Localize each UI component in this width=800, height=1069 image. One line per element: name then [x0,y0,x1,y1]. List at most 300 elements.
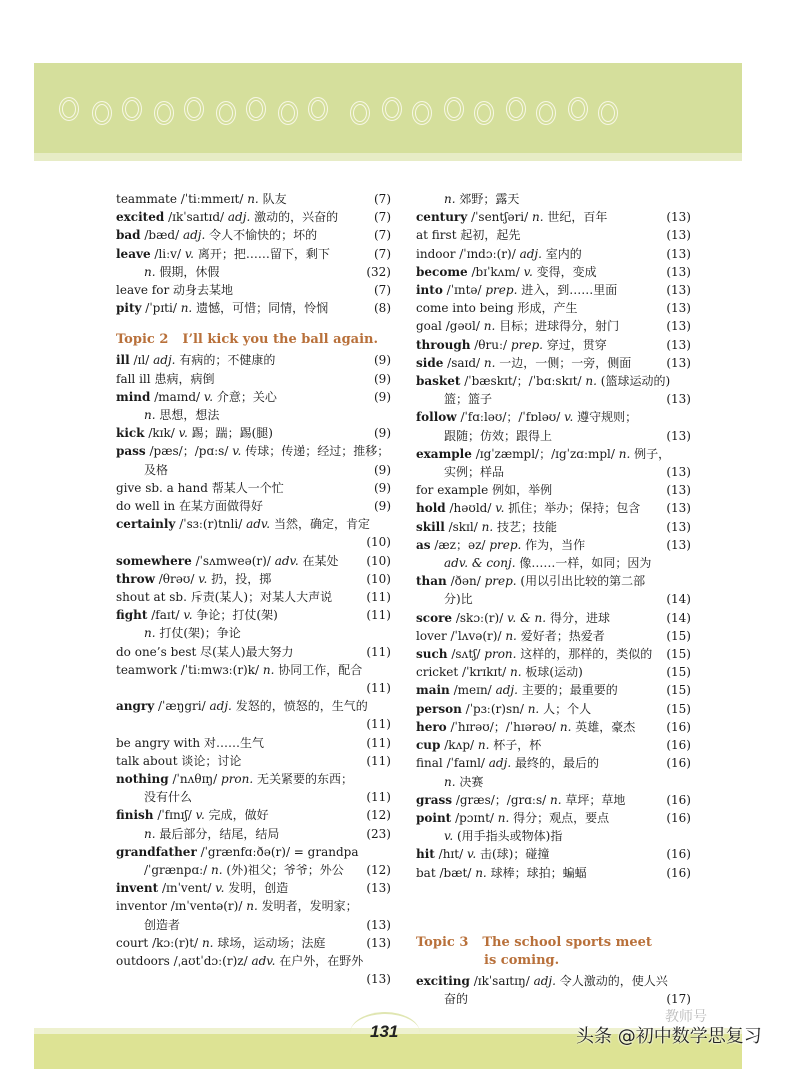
vocab-entry [116,190,391,208]
page-reference: (17) [666,991,691,1006]
page-reference: (9) [374,480,391,495]
page-reference: (10) [366,553,391,568]
phonetic: /kʌp/ [444,738,475,753]
vocab-entry [416,773,691,791]
ring-icon [154,101,174,125]
topic-3-title-line1: The school sports meet [482,934,652,950]
header-band-lip [34,153,742,161]
headword: as [416,537,431,552]
definition: 得分；观点，要点 [513,810,610,825]
definition: 激动的，兴奋的 [254,210,339,225]
definition: 英雄，豪杰 [575,719,636,734]
phonetic: /meɪn/ [453,683,492,698]
headword: indoor [416,246,456,261]
headword: teammate [116,192,177,206]
phonetic: /ˈɪntə/ [446,283,482,298]
definition: 遵守规则； [577,410,638,425]
headword: bad [116,228,141,243]
vocab-entry [116,606,391,624]
vocab-entry [416,336,691,354]
ring-icon [568,97,588,121]
definition: 板球(运动) [525,665,583,680]
headword: invent [116,881,159,896]
headword: hit [416,847,435,862]
page-reference: (16) [666,865,691,880]
definition: 最后部分，结尾，结局 [159,826,280,841]
phonetic: /ˈtiːmwɜː(r)k/ [180,662,260,677]
ring-icon [308,97,328,121]
headword: give sb. a hand [116,480,208,495]
left-column [116,190,391,988]
column-spacer [416,882,691,920]
definition: 对……生气 [203,735,264,750]
vocab-entry [116,406,391,424]
part-of-speech: adj. [488,756,512,771]
phonetic: /ˈbæskɪt/；/ˈbɑːskɪt/ [464,374,582,389]
ring-icon [536,101,556,125]
page-reference: (13) [666,483,691,498]
headword: be angry with [116,735,201,750]
vocab-entry [416,245,691,263]
vocab-entry [416,681,691,699]
topic-2-label: Topic 2 [116,332,169,348]
vocab-entry [116,226,391,244]
phonetic: /ˈɪndɔː(r)/ [459,246,516,261]
vocab-entry [116,351,391,369]
part-of-speech: n. [144,826,156,841]
headword: goal [416,319,442,334]
topic-2-heading [116,331,391,349]
headword: somewhere [116,553,192,568]
definition: 队友 [262,192,287,206]
ring-icon [184,97,204,121]
phonetic: /ɪl/ [133,353,150,368]
ring-icon [382,97,402,121]
headword: come into being [416,301,514,316]
phonetic: /ˈkrɪkɪt/ [462,665,507,680]
vocab-entry [116,734,391,752]
phonetic: /ɪgˈzæmpl/；/ɪgˈzɑːmpl/ [475,446,615,461]
phonetic: /θrəʊ/ [158,571,195,586]
vocab-entry [116,661,391,679]
definition: 发明者，发明家； [261,899,358,914]
page-reference: (13) [666,465,691,480]
vocab-entry [116,388,391,406]
phonetic: /ˈpɪti/ [145,301,177,316]
headword: talk about [116,753,178,768]
vocab-entry [416,499,691,517]
headword: hold [416,501,446,516]
phonetic: /ˈlʌvə(r)/ [450,628,502,643]
part-of-speech: adv. [246,517,271,532]
headword: lover [416,628,447,643]
definition: (用手指头或物体)指 [457,829,563,844]
ring-icon [350,101,370,125]
vocab-entry [116,263,391,281]
page-reference: (14) [666,592,691,607]
watermark: 头条 @初中数学思复习 [576,1026,762,1047]
page-reference: (11) [366,717,391,732]
headword: exciting [416,973,470,988]
page-reference: (11) [366,644,391,659]
vocab-entry [116,370,391,388]
vocab-entry [416,809,691,827]
phonetic: /æz；əz/ [434,537,486,552]
vocab-entry [116,570,391,588]
page-reference: (13) [666,392,691,407]
definition: 穿过，贯穿 [546,337,607,352]
phonetic: /kɪk/ [148,426,175,441]
headword: become [416,264,468,279]
part-of-speech: v. [203,389,214,404]
headword: side [416,355,444,370]
definition: 实例；样品 [444,465,505,480]
vocab-entry [116,479,391,497]
page-reference: (7) [374,283,391,298]
page-reference: (13) [366,881,391,896]
definition: 杯子，杯 [493,738,542,753]
vocab-entry [116,679,391,697]
headword: at first [416,228,457,243]
definition: 介意；关心 [216,389,277,404]
page-reference: (11) [366,608,391,623]
part-of-speech: v. [215,881,225,896]
part-of-speech: adj. [495,683,518,698]
page-reference: (13) [666,428,691,443]
part-of-speech: n. [444,774,456,789]
part-of-speech: v. [178,426,188,441]
part-of-speech: pron. [484,647,517,662]
definition: 思想，想法 [159,408,220,423]
definition: 谈论；讨论 [181,753,242,768]
vocab-entry [116,697,391,715]
vocab-entry [416,972,691,990]
definition: 抓住；举办；保持；包含 [508,501,641,516]
definition: (篮球运动的) [600,374,671,389]
vocab-entry [416,390,691,408]
headword: teamwork [116,662,177,677]
page-reference: (11) [366,735,391,750]
definition: 斥责(某人)；对某人大声说 [190,590,333,605]
vocab-entry [416,263,691,281]
part-of-speech: n. [144,626,156,641]
phonetic: /θruː/ [474,337,508,352]
headword: century [416,210,468,225]
definition: 在户外，在野外 [279,954,364,969]
vocab-list-topic2-cont [416,190,691,882]
vocab-entry [116,442,391,460]
part-of-speech: n. [618,446,631,461]
headword: throw [116,571,155,586]
vocab-entry [416,536,691,554]
vocab-entry [116,970,391,988]
vocab-entry [116,299,391,317]
part-of-speech: n. [497,810,510,825]
definition: 郊野；露天 [459,192,520,206]
headword: pass [116,444,146,459]
headword: do one’s best [116,644,197,659]
page-reference: (13) [666,319,691,334]
phonetic: /həʊld/ [449,501,492,516]
part-of-speech: adj. [182,228,206,243]
vocab-entry [416,190,691,208]
headword: nothing [116,772,169,787]
vocab-entry [416,281,691,299]
definition: 在某方面做得好 [178,499,263,514]
phonetic: /skɪl/ [448,519,478,534]
page-reference: (9) [374,462,391,477]
phonetic: /ˈgrænfɑːðə(r)/ = grandpa [200,844,359,859]
part-of-speech: adj. [533,973,556,988]
definition: 踢；踹；踢(腿) [191,426,273,441]
vocab-entry [416,845,691,863]
phonetic: /ˈhɪrəʊ/；/ˈhɪərəʊ/ [450,719,557,734]
phonetic: /maɪnd/ [154,389,201,404]
vocab-list-topic2 [116,351,391,988]
ring-icon [474,101,494,125]
part-of-speech: v. [466,847,477,862]
part-of-speech: adj. [227,210,251,225]
definition: 有病的；不健康的 [179,353,276,368]
phonetic: /ˈsʌmweə(r)/ [195,553,271,568]
part-of-speech: v. [523,264,533,279]
vocab-entry [416,572,691,590]
phonetic: /sʌtʃ/ [451,647,481,662]
part-of-speech: adj. [153,353,176,368]
headword: leave for [116,283,170,298]
definition: 像……一样，如同；因为 [519,556,652,571]
phonetic: /faɪt/ [151,608,180,623]
definition: 跟随；仿效；跟得上 [444,428,553,443]
vocab-entry [416,481,691,499]
definition: 发明，创造 [228,881,289,896]
ring-icon [59,97,79,121]
vocab-entry [116,715,391,733]
part-of-speech: n. [262,662,275,677]
part-of-speech: n. [180,301,193,316]
vocab-entry [116,588,391,606]
part-of-speech: n. [510,665,522,680]
headword: ill [116,353,130,368]
watermark-faint: 教师号 [665,1009,707,1025]
headword: hero [416,719,447,734]
part-of-speech: adj. [519,246,542,261]
definition: 在某处 [302,553,339,568]
headword: outdoors [116,954,170,969]
ring-icon [278,101,298,125]
definition: 世纪，百年 [547,210,608,225]
headword: cricket [416,665,459,680]
page-reference: (9) [374,389,391,404]
definition: 决赛 [459,774,484,789]
ring-icon [246,97,266,121]
page-reference: (16) [666,792,691,807]
phonetic: /græs/；/grɑːs/ [455,792,547,807]
definition: 打仗(架)；争论 [159,626,241,641]
phonetic: /ˈtiːmmeɪt/ [180,192,244,206]
phonetic: /skɔː(r)/ [455,610,504,625]
part-of-speech: n. [483,319,496,334]
definition: 遗憾，可惜；同情，怜悯 [196,301,329,316]
part-of-speech: n. [201,935,214,950]
definition: 一边，一侧；一旁，侧面 [499,355,632,370]
definition: 室内的 [545,246,582,261]
vocab-entry [416,317,691,335]
vocab-entry [416,226,691,244]
vocab-entry [416,427,691,445]
vocab-entry [416,864,691,882]
page-reference: (32) [366,264,391,279]
definition: 人；个人 [543,701,592,716]
part-of-speech: adv. & conj. [444,556,516,571]
vocab-entry [116,515,391,533]
phonetic: /pæs/；/pɑːs/ [149,444,229,459]
topic-2-title: I’ll kick you the ball again. [182,332,379,348]
part-of-speech: n. [211,863,223,878]
definition: 草坪；草地 [565,792,626,807]
page-reference: (15) [666,628,691,643]
vocab-entry [116,643,391,661]
definition: 变得，变成 [536,264,597,279]
headword: angry [116,699,155,714]
phonetic: /saɪd/ [447,355,481,370]
ring-icon [92,101,112,125]
phonetic: /ɪnˈvent/ [162,881,212,896]
headword: shout at sb. [116,590,187,605]
page-reference: (7) [374,192,391,206]
part-of-speech: v. [195,808,205,823]
vocab-entry [116,788,391,806]
headword: example [416,446,472,461]
vocab-entry [416,754,691,772]
page-reference: (10) [366,571,391,586]
phonetic: /bæt/ [439,865,472,880]
definition: (用以引出比较的第二部 [520,574,646,589]
vocab-entry [416,354,691,372]
phonetic: /hɪt/ [438,847,464,862]
headword: such [416,647,448,662]
phonetic: /ˈæŋgri/ [158,699,206,714]
vocab-entry [416,463,691,481]
vocab-entry [116,934,391,952]
page-reference: (13) [666,283,691,298]
vocab-entry [416,990,691,1008]
vocab-entry [416,827,691,845]
page-reference: (13) [666,337,691,352]
part-of-speech: v. [183,608,193,623]
headword: person [416,701,462,716]
vocab-entry [416,645,691,663]
part-of-speech: n. [477,738,490,753]
headword: fall ill [116,371,151,386]
vocab-entry [116,897,391,915]
page-reference: (15) [666,701,691,716]
definition: 当然，确定，肯定 [273,517,370,532]
definition: 最终的，最后的 [514,756,599,771]
phonetic: /ˈpɜː(r)sn/ [465,701,524,716]
headword: finish [116,808,154,823]
phonetic: /ɪnˈventə(r)/ [170,899,243,914]
headword: kick [116,426,145,441]
definition: 令人激动的，使人兴 [559,973,668,988]
part-of-speech: n. [481,519,494,534]
phonetic: /ɪkˈsaɪtɪd/ [168,210,225,225]
definition: 动身去某地 [173,283,234,298]
phonetic: /ˌaʊtˈdɔː(r)z/ [173,954,248,969]
part-of-speech: v. [564,410,574,425]
phonetic: /ˈsɜː(r)tnli/ [179,517,243,532]
definition: 发怒的，愤怒的，生气的 [235,699,368,714]
phonetic: /bæd/ [144,228,180,243]
headword: excited [116,210,165,225]
vocab-entry [116,461,391,479]
part-of-speech: n. [527,701,540,716]
headword: cup [416,738,441,753]
headword: skill [416,519,445,534]
headword: leave [116,246,151,261]
ring-icon [412,101,432,125]
headword: certainly [116,517,176,532]
headword: mind [116,389,151,404]
ring-icon [506,97,526,121]
page-reference: (9) [374,426,391,441]
definition: 传球；传递；经过；推移； [245,444,390,459]
phonetic: /kɔː(r)t/ [152,935,199,950]
definition: 奋的 [444,991,469,1006]
page-reference: (9) [374,371,391,386]
vocab-entry [116,624,391,642]
headword: pity [116,301,142,316]
page-reference: (12) [366,808,391,823]
phonetic: /gəʊl/ [445,319,480,334]
vocab-entry [116,806,391,824]
part-of-speech: n. [585,374,597,389]
headword: court [116,935,149,950]
definition: 起初，起先 [460,228,521,243]
headword: inventor [116,899,167,914]
headword: than [416,574,447,589]
part-of-speech: n. [444,192,456,206]
definition: 没有什么 [144,790,193,805]
part-of-speech: n. [144,264,156,279]
definition: 主要的；最重要的 [521,683,618,698]
part-of-speech: v. [184,246,194,261]
headword: score [416,610,453,625]
part-of-speech: v. & n. [507,610,547,625]
page-reference: (16) [666,810,691,825]
phonetic: /ˈfɑːləʊ/；/ˈfɒləʊ/ [460,410,561,425]
page-reference: (13) [666,246,691,261]
page-reference: (13) [666,501,691,516]
headword: for example [416,483,489,498]
vocab-entry [416,408,691,426]
page-reference: (16) [666,719,691,734]
page-reference: (13) [666,210,691,225]
vocab-entry [116,825,391,843]
page-reference: (7) [374,210,391,225]
part-of-speech: v. [444,829,454,844]
definition: 争论；打仗(架) [196,608,278,623]
page-reference: (12) [366,863,391,878]
part-of-speech: n. [475,865,487,880]
definition: 令人不愉快的；坏的 [209,228,318,243]
page-reference: (15) [666,647,691,662]
vocab-entry [416,554,691,572]
phonetic: /ˈfaɪnl/ [446,756,485,771]
page-reference: (11) [366,681,391,696]
page-reference: (16) [666,738,691,753]
definition: 尽(某人)最大努力 [200,644,294,659]
